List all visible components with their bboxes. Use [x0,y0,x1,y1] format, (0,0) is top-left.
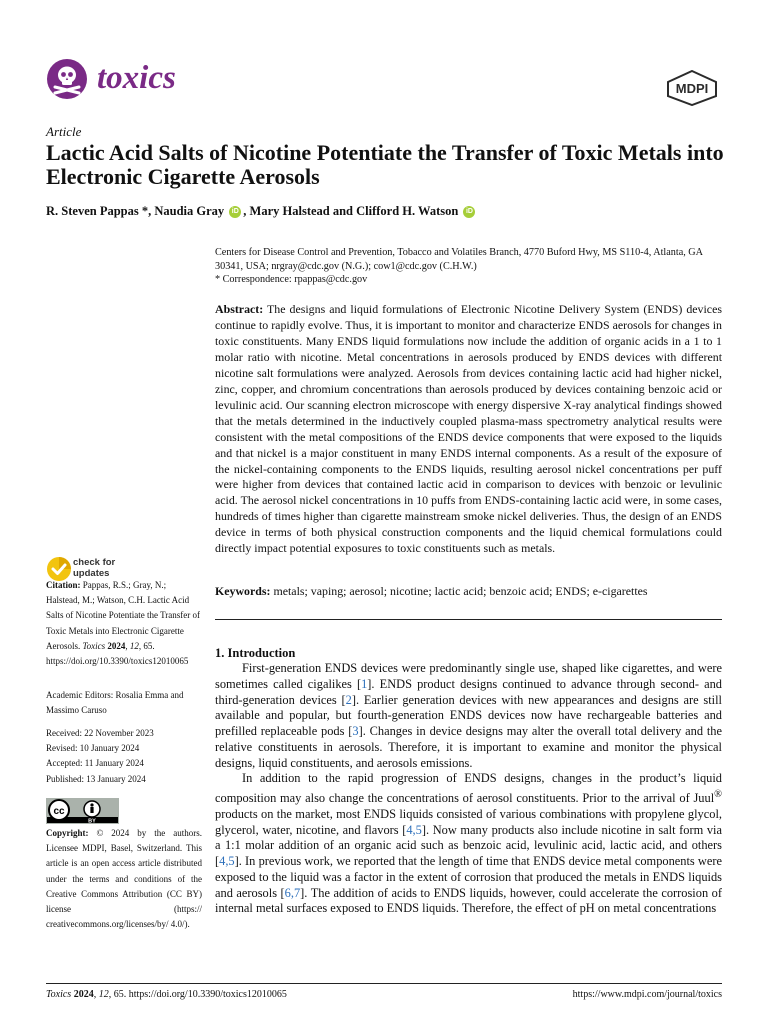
author-separator: , [243,204,250,218]
author-1[interactable]: R. Steven Pappas *, [46,204,155,218]
dates-block [46,726,202,787]
citation-link[interactable]: 4,5 [219,854,235,869]
revised-date: Revised: 10 January 2024 [46,743,140,754]
text-run: ]. In previous work, we reported that the length of time that ENDS device metal components were exposed to the liquid was a factor in the extent of corrosion that produced the metals in ENDS liquids and aerosols [ [215,854,722,900]
received-date: Received: 22 November 2023 [46,728,154,738]
affiliations [215,246,725,287]
section-divider [215,619,722,620]
citation-block [46,578,202,669]
paragraph [215,771,722,917]
text-run: ]. Now many products also include nicotine in salt form via a 1:1 molar addition of an organic acid such as benzoic acid, levulinic acid, lactic acid, and others [ [215,822,722,869]
cc-by-license-icon[interactable] [46,798,119,824]
text-run: ]. ENDS product designs continued to advance through second- and third-generation devices [ [215,676,722,707]
citation-year: 2024 [107,640,126,651]
journal-name: toxics [97,60,176,96]
footer-doi[interactable]: , 65. https://doi.org/10.3390/toxics12010065 [108,989,287,1000]
citation-label: Citation: [46,580,81,590]
copyright-block [46,826,202,932]
copyright-text: © 2024 by the authors. Licensee MDPI, Basel, Switzerland. This article is an open access article distributed under the terms and conditions of the Creative Commons Attribution (CC BY) license (https:// creativecommons.org/licenses/by/ 4.0/). [46,828,202,930]
mdpi-logo-text: MDPI [675,81,709,96]
text-run: First-generation ENDS devices were predominantly single use, shaped like cigarettes, and were sometimes called cigalikes [ [215,661,722,691]
by-text: BY [88,818,96,824]
correspondence-line: * Correspondence: rpappas@cdc.gov [215,274,368,285]
footer-journal: Toxics [46,989,72,1000]
citation-link[interactable]: 1 [361,676,368,691]
footer-journal-url[interactable]: https://www.mdpi.com/journal/toxics [572,989,722,1000]
check-updates-line-1: check for [73,557,116,568]
text-run: , [125,640,130,651]
orcid-icon[interactable]: iD [229,206,241,218]
text-run: ]. Earlier generation devices with new appearances and designs are still available and popular, but fourth-generation ENDS devices now have rechargeable batteries and prefilled replaceable pods [ [215,692,722,738]
copyright-label: Copyright: [46,828,89,838]
keywords [215,584,722,599]
text-run: , [93,989,99,1000]
check-for-updates-text[interactable] [73,557,115,579]
keywords-label: Keywords: [215,584,271,598]
citation-link[interactable]: 3 [352,724,359,738]
keywords-text: metals; vaping; aerosol; nicotine; lactic acid; benzoic acid; ENDS; e-cigarettes [270,584,648,598]
author-3-4[interactable]: Mary Halstead and Clifford H. Watson [249,204,459,218]
author-2[interactable]: Naudia Gray [154,204,225,218]
author-list [46,202,477,220]
citation-journal: Toxics [82,640,106,651]
paragraph [215,661,722,771]
footer-year: 2024 [73,989,94,1000]
cc-text: cc [53,806,65,817]
introduction-body [215,661,722,917]
page-title: Lactic Acid Salts of Nicotine Potentiate the Transfer of Toxic Metals into Electronic Cigarette Aerosols [46,140,724,189]
citation-link[interactable]: 6,7 [284,885,301,900]
abstract-text: The designs and liquid formulations of Electronic Nicotine Delivery System (ENDS) devices continue to rapidly evolve. Thus, it is important to monitor and characterize ENDS aerosols for changes in toxic constituents. Many ENDS liquid formulations now include the addition of organic acids in a 1 to 1 molar ratio with nicotine. Metal concentrations in aerosols produced by ENDS devices with different nicotine salt formulations were analyzed. Aerosols from devices containing lactic acid had higher nickel, zinc, copper, and chromium concentrations than aerosols produced by devices containing benzoic acid or levulinic acid. Our scanning electron microscope with energy dispersive X-ray analytical findings showed that the metals determined in the inductively coupled plasma-mass spectrometry analytical results were consistent with the metal compositions of the ENDS device components that were exposed to the liquids and that nickel is a major constituent in many ENDS internal components. As a result of the exposure of the nickel-containing components to the ENDS liquids, resulting aerosol nickel concentrations per puff were higher from devices that contained lactic acid in comparison to devices with benzoic or levulinic acid. The aerosol nickel concentrations in 10 puffs from ENDS-containing lactic acid were, in some cases, hundreds of times higher than cigarette mainstream smoke nickel deliveries. Thus, the design of an ENDS device in terms of both physical construction components and the liquid chemical formulations could directly impact potential exposures to toxic constituents such as metals. [215,302,722,556]
accepted-date: Accepted: 11 January 2024 [46,758,144,769]
abstract [215,302,722,557]
citation-doi[interactable]: , 65. https://doi.org/10.3390/toxics12010065 [46,640,189,667]
text-run: ]. Changes in device designs may alter the overall total delivery and the relative constituents in aerosols. Therefore, it is important to examine and monitor the physical designs, liquid constituents, and aerosols emissions. [215,724,722,770]
citation-text: Pappas, R.S.; Gray, N.; Halstead, M.; Watson, C.H. Lactic Acid Salts of Nicotine Potentiate the Transfer of Toxic Metals into Electronic Cigarette Aerosols. [46,580,200,651]
registered-mark: ® [714,789,722,800]
article-type: Article [46,124,82,139]
text-run: ]. The addition of acids to ENDS liquids, however, could accelerate the corrosion of internal metal surfaces exposed to ENDS liquids. Therefore, the effect of pH on metal concentrations [215,885,722,916]
citation-link[interactable]: 4,5 [406,822,422,837]
footer-volume: 12 [98,989,109,1000]
check-updates-line-2: updates [73,568,110,579]
citation-volume: 12 [129,640,139,651]
text-run: products on the market, most ENDS liquids consisted of various combinations with propylene glycol, glycerol, water, nicotine, and flavors [ [215,806,722,837]
abstract-label: Abstract: [215,302,264,316]
text-run: In addition to the rapid progression of ENDS designs, changes in the product’s liquid composition may also change the concentrations of aerosol constituents. Prior to the arrival of Juul [215,771,722,806]
skull-crossbones-icon [46,58,88,100]
published-date: Published: 13 January 2024 [46,773,146,784]
footer-divider [46,983,722,984]
orcid-icon[interactable]: iD [463,206,475,218]
citation-link[interactable]: 2 [345,692,352,707]
section-heading: 1. Introduction [215,646,296,660]
footer-citation [46,988,287,1002]
affiliation-line: Centers for Disease Control and Prevention, Tobacco and Volatiles Branch, 4770 Buford Hwy, MS S110-4, Atlanta, GA 30341, USA; nrgray@cdc.gov (N.G.); cow1@cdc.gov (C.H.W.) [215,247,703,272]
mdpi-logo[interactable] [666,70,718,106]
academic-editors: Academic Editors: Rosalia Emma and Massimo Caruso [46,690,184,716]
